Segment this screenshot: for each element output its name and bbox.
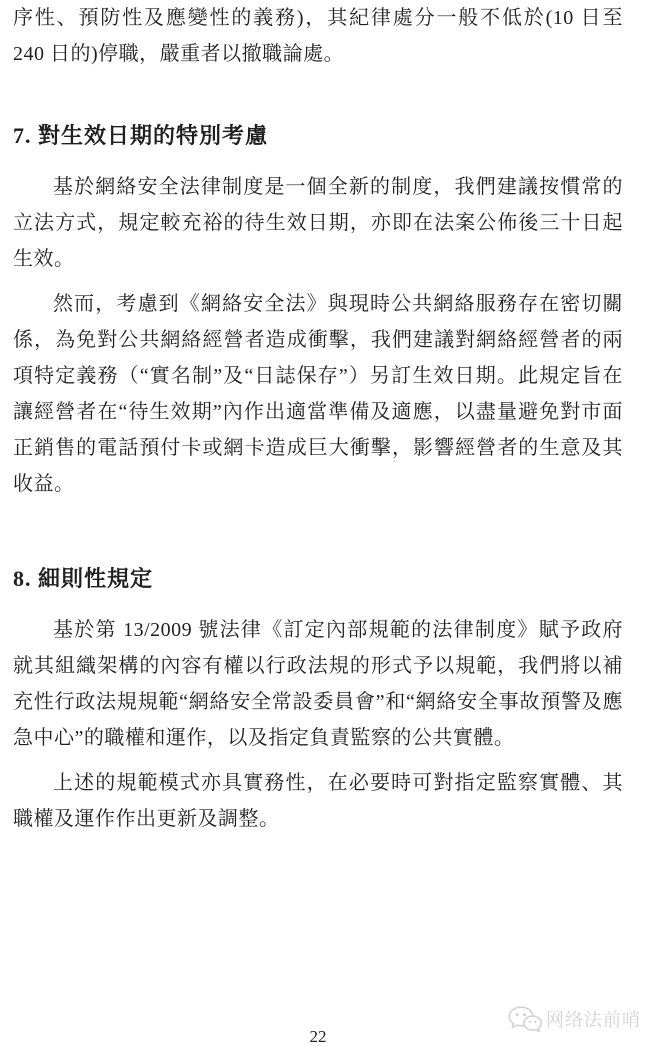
section-7-heading: 7. 對生效日期的特別考慮 [13,123,269,148]
section-8-paragraph-1: 基於第 13/2009 號法律《訂定內部規範的法律制度》賦予政府就其組織架構的內容有權以行政法規的形式予以規範，我們將以補充性行政法規規範“網絡安全常設委員會”和“網絡安全事故預警及應急中心”的職權和運作，以及指定負責監察的公共實體。 [13,619,623,749]
watermark-label: 网络法前哨 [546,1009,641,1030]
watermark [508,1006,641,1033]
section-8-paragraph-2: 上述的規範模式亦具實務性，在必要時可對指定監察實體、其職權及運作作出更新及調整。 [13,772,623,830]
paragraph-continuation: 序性、預防性及應變性的義務)，其紀律處分一般不低於(10 日至 240 日的)停職，嚴重者以撤職論處。 [13,7,623,65]
page-number: 22 [309,1027,327,1046]
wechat-icon [508,1006,542,1033]
section-7-paragraph-2: 然而，考慮到《網絡安全法》與現時公共網絡服務存在密切關係，為免對公共網絡經營者造成衝擊，我們建議對網絡經營者的兩項特定義務（“實名制”及“日誌保存”）另訂生效日期。此規定旨在讓經營者在“待生效期”內作出適當準備及適應，以盡量避免對市面正銷售的電話預付卡或網卡造成巨大衝擊，影響經營者的生意及其收益。 [13,293,623,495]
section-8-heading: 8. 細則性規定 [13,566,154,591]
section-7-paragraph-1: 基於網絡安全法律制度是一個全新的制度，我們建議按慣常的立法方式，規定較充裕的待生效日期，亦即在法案公佈後三十日起生效。 [13,176,623,270]
